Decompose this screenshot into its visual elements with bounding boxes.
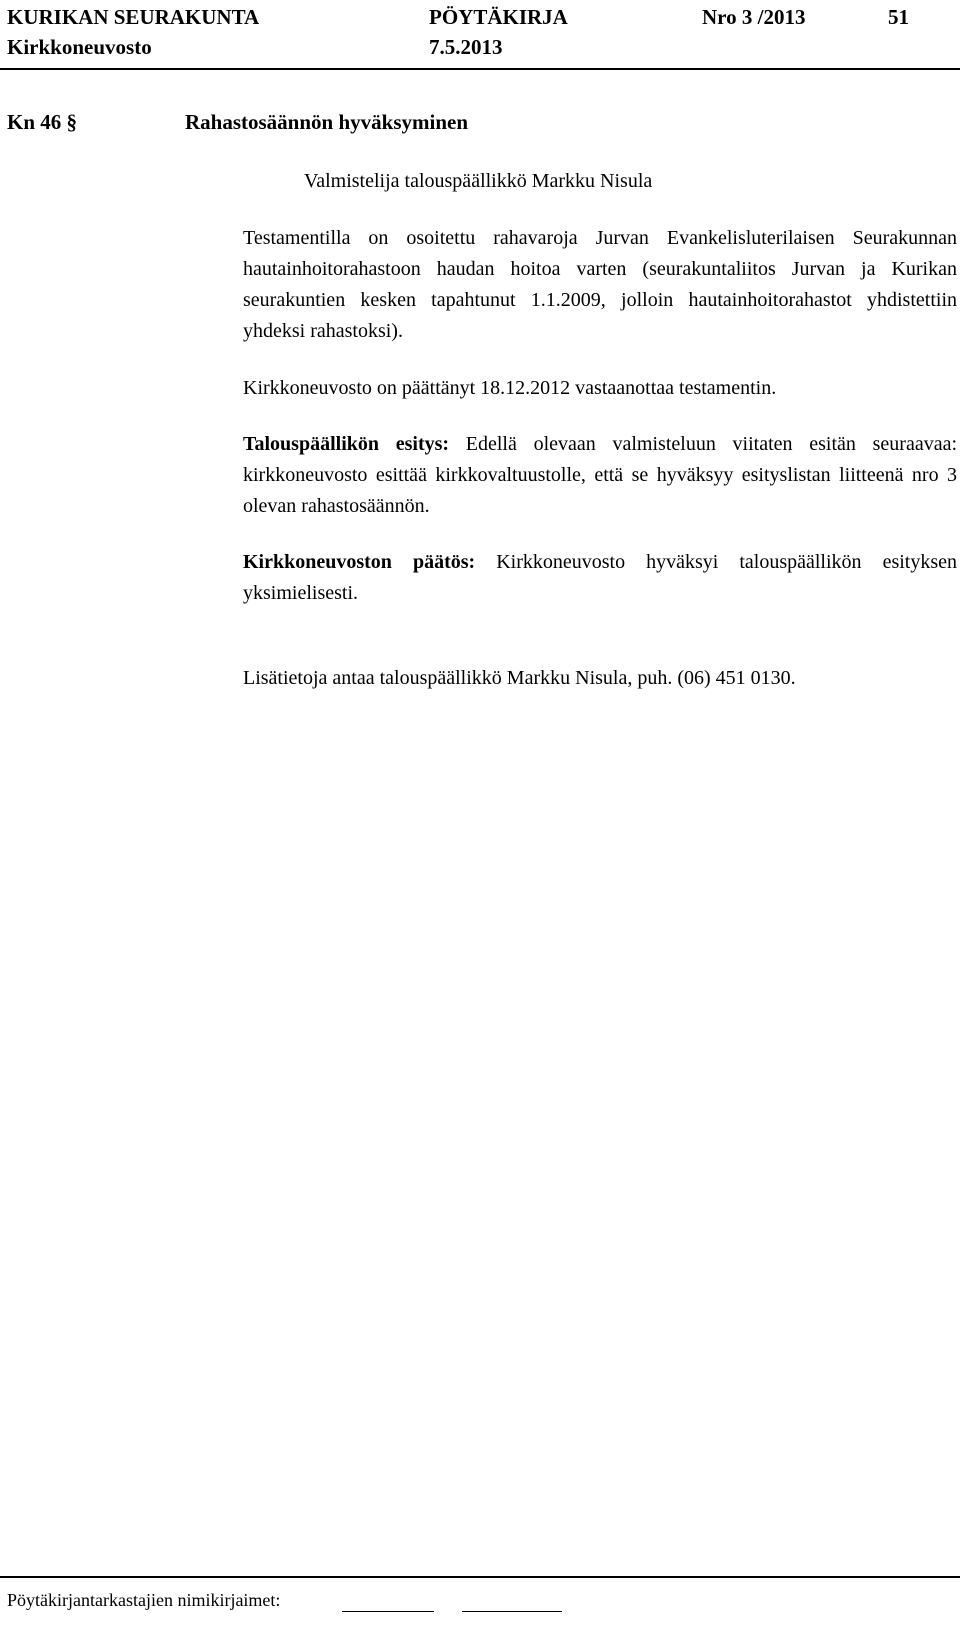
header-date: 7.5.2013 bbox=[429, 35, 503, 59]
header-number: Nro 3 /2013 bbox=[702, 5, 806, 29]
section-number: Kn 46 § bbox=[7, 110, 78, 134]
footer-divider bbox=[0, 1576, 960, 1578]
decision-paragraph bbox=[243, 547, 957, 609]
signature-label: Pöytäkirjantarkastajien nimikirjaimet: bbox=[7, 1590, 281, 1610]
header-organization: KURIKAN SEURAKUNTA bbox=[7, 5, 260, 29]
proposal-text: Edellä olevaan valmisteluun viitaten esitän seuraavaa: kirkkoneuvosto esittää kirkkovaltuustolle, että se hyväksyy esityslistan liitteenä nro 3 olevan rahastosäännön. bbox=[243, 433, 958, 517]
header-document-type: PÖYTÄKIRJA bbox=[429, 5, 568, 29]
signature-line-1 bbox=[342, 1611, 434, 1612]
header-page-number: 51 bbox=[888, 5, 909, 29]
proposal-paragraph bbox=[243, 429, 957, 522]
section-title: Rahastosäännön hyväksyminen bbox=[185, 110, 469, 134]
intro-paragraph: Testamentilla on osoitettu rahavaroja Jurvan Evankelisluterilaisen Seurakunnan hautainhoitorahastoon haudan hoitoa varten (seurakuntaliitos Jurvan ja Kurikan seurakuntien kesken tapahtunut 1.1.2009, jolloin hautainhoitorahastot yhdistettiin yhdeksi rahastoksi). bbox=[243, 227, 957, 342]
decided-paragraph: Kirkkoneuvosto on päättänyt 18.12.2012 vastaanottaa testamentin. bbox=[243, 377, 777, 399]
info-paragraph: Lisätietoja antaa talouspäällikkö Markku Nisula, puh. (06) 451 0130. bbox=[243, 667, 796, 689]
signature-line-2 bbox=[462, 1611, 562, 1612]
proposal-label: Talouspäällikön esitys: bbox=[243, 433, 450, 455]
header-body: Kirkkoneuvosto bbox=[7, 35, 152, 59]
preparer-line: Valmistelija talouspäällikkö Markku Nisula bbox=[304, 170, 653, 192]
decision-text: Kirkkoneuvosto hyväksyi talouspäällikön esityksen yksimielisesti. bbox=[243, 551, 957, 604]
header-divider bbox=[0, 68, 960, 70]
decision-label: Kirkkoneuvoston päätös: bbox=[243, 551, 476, 573]
